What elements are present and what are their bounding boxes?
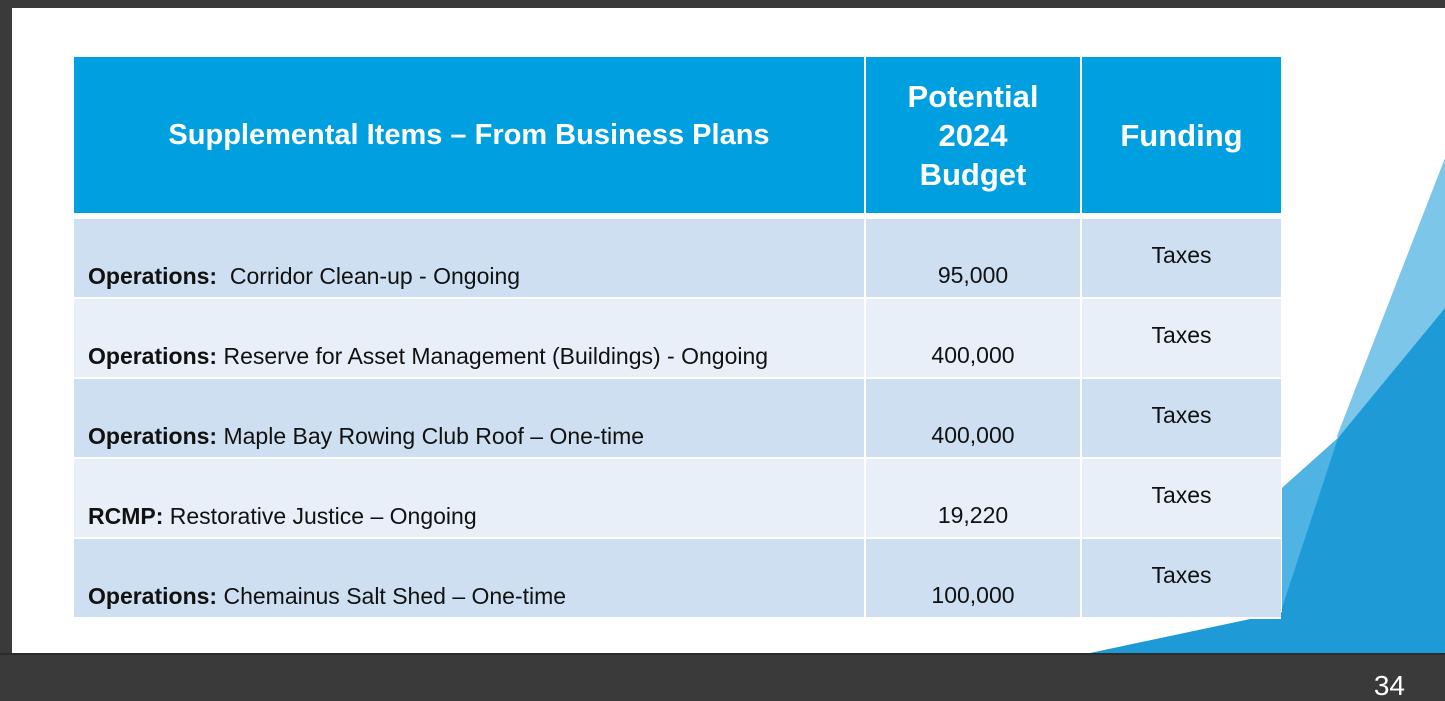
table-row — [74, 299, 1281, 379]
budget-amount: 95,000 — [866, 219, 1082, 299]
funding-source: Taxes — [1082, 219, 1281, 299]
presentation-slide — [12, 8, 1445, 653]
header-budget-line-1: Potential — [907, 78, 1039, 114]
item-description: Reserve for Asset Management (Buildings) - Ongoing — [217, 343, 769, 369]
page-number: 34 — [1373, 670, 1405, 701]
item-cell — [74, 539, 866, 619]
budget-amount: 19,220 — [866, 459, 1082, 539]
header-supplemental-items: Supplemental Items – From Business Plans — [74, 57, 866, 219]
item-category: Operations: — [88, 343, 218, 369]
item-cell — [74, 299, 866, 379]
header-budget-line-2: 2024 — [938, 117, 1008, 153]
item-description: Restorative Justice – Ongoing — [163, 503, 477, 529]
item-category: Operations: — [88, 583, 218, 609]
funding-source: Taxes — [1082, 459, 1281, 539]
table-row — [74, 379, 1281, 459]
funding-source: Taxes — [1082, 539, 1281, 619]
table-row — [74, 219, 1281, 299]
budget-amount: 400,000 — [866, 299, 1082, 379]
budget-amount: 100,000 — [866, 539, 1082, 619]
item-description: Corridor Clean-up - Ongoing — [217, 263, 521, 289]
top-window-bar — [0, 0, 1445, 8]
item-cell — [74, 379, 866, 459]
table-header-row — [74, 57, 1281, 219]
header-budget-line-3: Budget — [919, 156, 1027, 192]
bottom-bar — [0, 653, 1445, 701]
table-row — [74, 539, 1281, 619]
header-potential-budget — [866, 57, 1082, 219]
supplemental-items-table — [74, 57, 1281, 619]
table-row — [74, 459, 1281, 539]
header-funding: Funding — [1082, 57, 1281, 219]
item-category: Operations: — [88, 423, 218, 449]
funding-source: Taxes — [1082, 379, 1281, 459]
budget-amount: 400,000 — [866, 379, 1082, 459]
funding-source: Taxes — [1082, 299, 1281, 379]
item-cell — [74, 459, 866, 539]
item-description: Chemainus Salt Shed – One-time — [217, 583, 567, 609]
item-cell — [74, 219, 866, 299]
item-category: Operations: — [88, 263, 218, 289]
item-category: RCMP: — [88, 503, 164, 529]
item-description: Maple Bay Rowing Club Roof – One-time — [217, 423, 645, 449]
